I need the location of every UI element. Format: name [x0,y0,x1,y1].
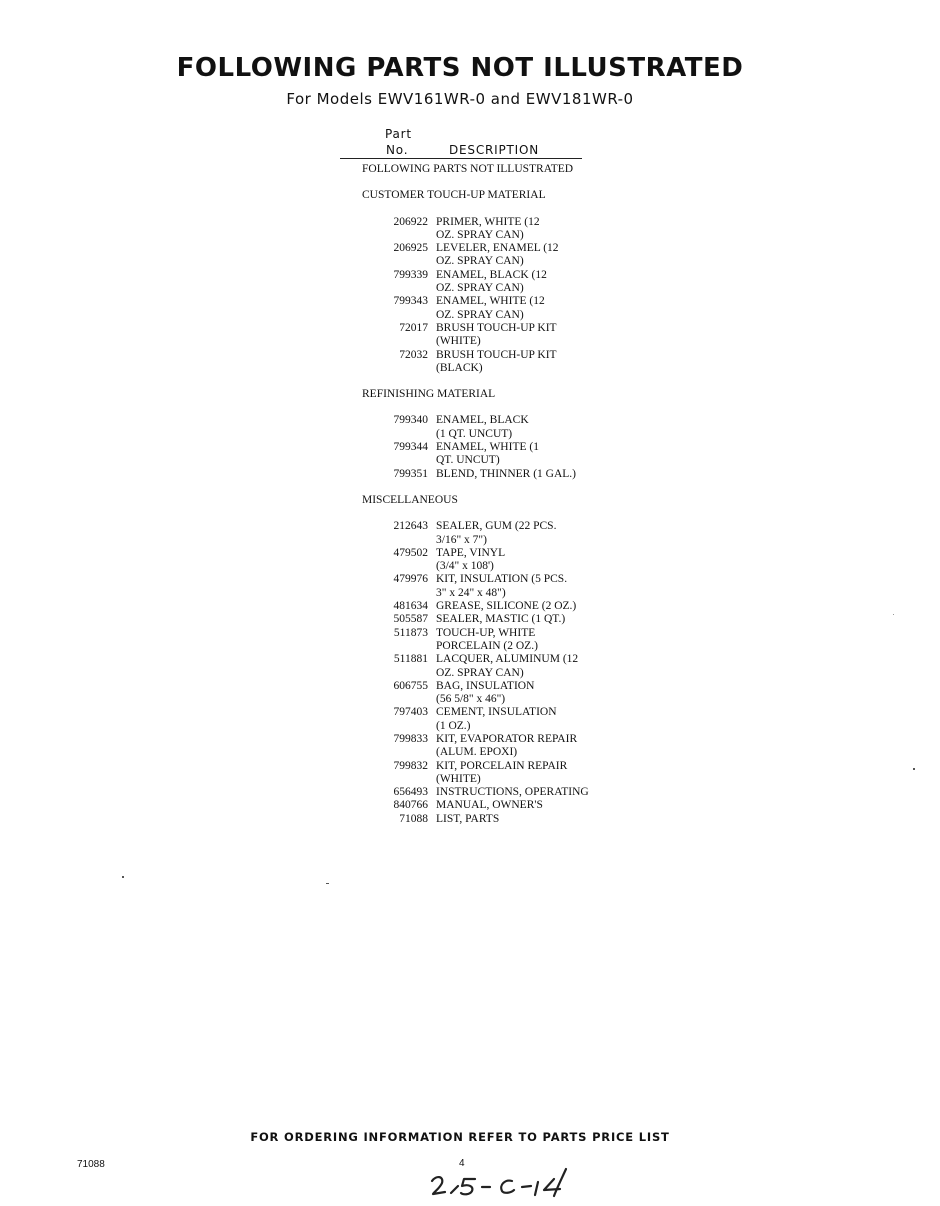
description-line: GREASE, SILICONE (2 OZ.) [436,600,577,613]
list-item [362,653,622,680]
description-line: 3" x 24" x 48") [436,586,506,599]
sections-container [362,189,622,826]
part-description [436,414,606,441]
handwritten-note-drawing [430,1165,610,1201]
description-line: ENAMEL, BLACK [436,414,529,427]
part-description [436,295,606,322]
part-number: 799832 [393,759,428,772]
description-line: (1 QT. UNCUT) [436,427,513,440]
part-description [436,760,606,787]
part-number: 206922 [393,215,428,228]
list-item [362,547,622,574]
part-description [436,799,606,812]
description-line: KIT, PORCELAIN REPAIR [436,759,568,772]
description-line: OZ. SPRAY CAN) [436,228,524,241]
parts-list [362,163,622,826]
scan-speck [122,876,124,878]
part-description [436,322,606,349]
part-description [436,468,606,481]
list-item [362,760,622,787]
description-line: LIST, PARTS [436,812,500,825]
description-line: (WHITE) [436,335,481,348]
part-number: 799351 [393,467,428,480]
scan-speck [893,614,894,615]
list-item [362,573,622,600]
part-number: 206925 [393,242,428,255]
part-number: 797403 [393,706,428,719]
list-item [362,441,622,468]
description-line: (ALUM. EPOXI) [436,746,518,759]
description-line: MANUAL, OWNER'S [436,799,543,812]
part-number: 481634 [393,600,428,613]
part-description [436,520,606,547]
part-number: 479502 [393,546,428,559]
part-description [436,573,606,600]
list-item [362,216,622,243]
description-line: BRUSH TOUCH-UP KIT [436,348,557,361]
section-heading: MISCELLANEOUS [362,493,458,506]
part-number: 799344 [393,441,428,454]
description-line: OZ. SPRAY CAN) [436,282,524,295]
model-subtitle: For Models EWV161WR-0 and EWV181WR-0 [286,90,634,108]
description-line: SEALER, MASTIC (1 QT.) [436,613,566,626]
scan-speck [326,883,329,884]
list-item [362,786,622,799]
section-heading: REFINISHING MATERIAL [362,388,496,401]
part-number: 840766 [393,799,428,812]
part-column-label: Part [385,127,412,141]
page-number: 4 [459,1158,465,1169]
list-item [362,468,622,481]
part-number: 479976 [393,573,428,586]
part-number: 799339 [393,268,428,281]
part-number: 505587 [393,613,428,626]
ordering-note: FOR ORDERING INFORMATION REFER TO PARTS PRICE LIST [250,1130,670,1144]
part-number: 799833 [393,732,428,745]
part-description [436,242,606,269]
part-description [436,813,606,826]
part-description [436,441,606,468]
part-number: 656493 [393,786,428,799]
description-line: LACQUER, ALUMINUM (12 [436,653,579,666]
description-line: ENAMEL, WHITE (12 [436,295,545,308]
number-column-label: No. [386,143,409,157]
description-line: QT. UNCUT) [436,454,500,467]
description-line: ENAMEL, BLACK (12 [436,268,547,281]
description-line: BRUSH TOUCH-UP KIT [436,321,557,334]
part-description [436,627,606,654]
list-item [362,269,622,296]
part-number: 72032 [399,348,428,361]
description-line: (BLACK) [436,361,483,374]
page-title: FOLLOWING PARTS NOT ILLUSTRATED [176,53,744,83]
description-line: (56 5/8" x 46") [436,693,506,706]
description-line: PRIMER, WHITE (12 [436,215,540,228]
list-item [362,799,622,812]
description-line: (3/4" x 108') [436,560,494,573]
description-line: KIT, INSULATION (5 PCS. [436,573,568,586]
list-item [362,295,622,322]
description-line: OZ. SPRAY CAN) [436,308,524,321]
description-line: CEMENT, INSULATION [436,706,557,719]
part-number: 799343 [393,295,428,308]
description-line: SEALER, GUM (22 PCS. [436,520,557,533]
part-number: 511873 [393,626,428,639]
description-line: LEVELER, ENAMEL (12 [436,242,559,255]
list-item [362,242,622,269]
list-item [362,322,622,349]
description-line: KIT, EVAPORATOR REPAIR [436,732,578,745]
description-column-label: DESCRIPTION [449,143,540,157]
section-items [362,414,622,480]
list-item [362,813,622,826]
list-title: FOLLOWING PARTS NOT ILLUSTRATED [362,163,574,175]
list-item [362,600,622,613]
list-item [362,414,622,441]
part-number: 606755 [393,679,428,692]
part-description [436,706,606,733]
header-rule [340,158,582,159]
part-description [436,680,606,707]
part-description [436,733,606,760]
list-item [362,349,622,376]
description-line: BAG, INSULATION [436,679,535,692]
part-description [436,600,606,613]
description-line: TOUCH-UP, WHITE [436,626,536,639]
part-description [436,349,606,376]
part-description [436,786,606,799]
part-description [436,216,606,243]
section-items [362,520,622,826]
part-description [436,547,606,574]
description-line: ENAMEL, WHITE (1 [436,441,539,454]
scan-speck [913,768,915,770]
description-line: BLEND, THINNER (1 GAL.) [436,467,577,480]
description-line: OZ. SPRAY CAN) [436,666,524,679]
part-number: 72017 [399,321,428,334]
description-line: 3/16" x 7") [436,533,487,546]
part-number: 511881 [393,653,428,666]
part-number: 71088 [399,812,428,825]
list-item [362,706,622,733]
list-item [362,520,622,547]
description-line: (1 OZ.) [436,719,471,732]
list-item [362,627,622,654]
description-line: (WHITE) [436,772,481,785]
list-item [362,680,622,707]
part-description [436,269,606,296]
list-item [362,613,622,626]
part-description [436,653,606,680]
list-item [362,733,622,760]
description-line: OZ. SPRAY CAN) [436,255,524,268]
document-number: 71088 [77,1159,105,1170]
section-heading: CUSTOMER TOUCH-UP MATERIAL [362,189,546,202]
description-line: INSTRUCTIONS, OPERATING [436,786,589,799]
section-items [362,216,622,376]
description-line: PORCELAIN (2 OZ.) [436,639,538,652]
description-line: TAPE, VINYL [436,546,506,559]
part-number: 212643 [393,520,428,533]
part-description [436,613,606,626]
part-number: 799340 [393,414,428,427]
